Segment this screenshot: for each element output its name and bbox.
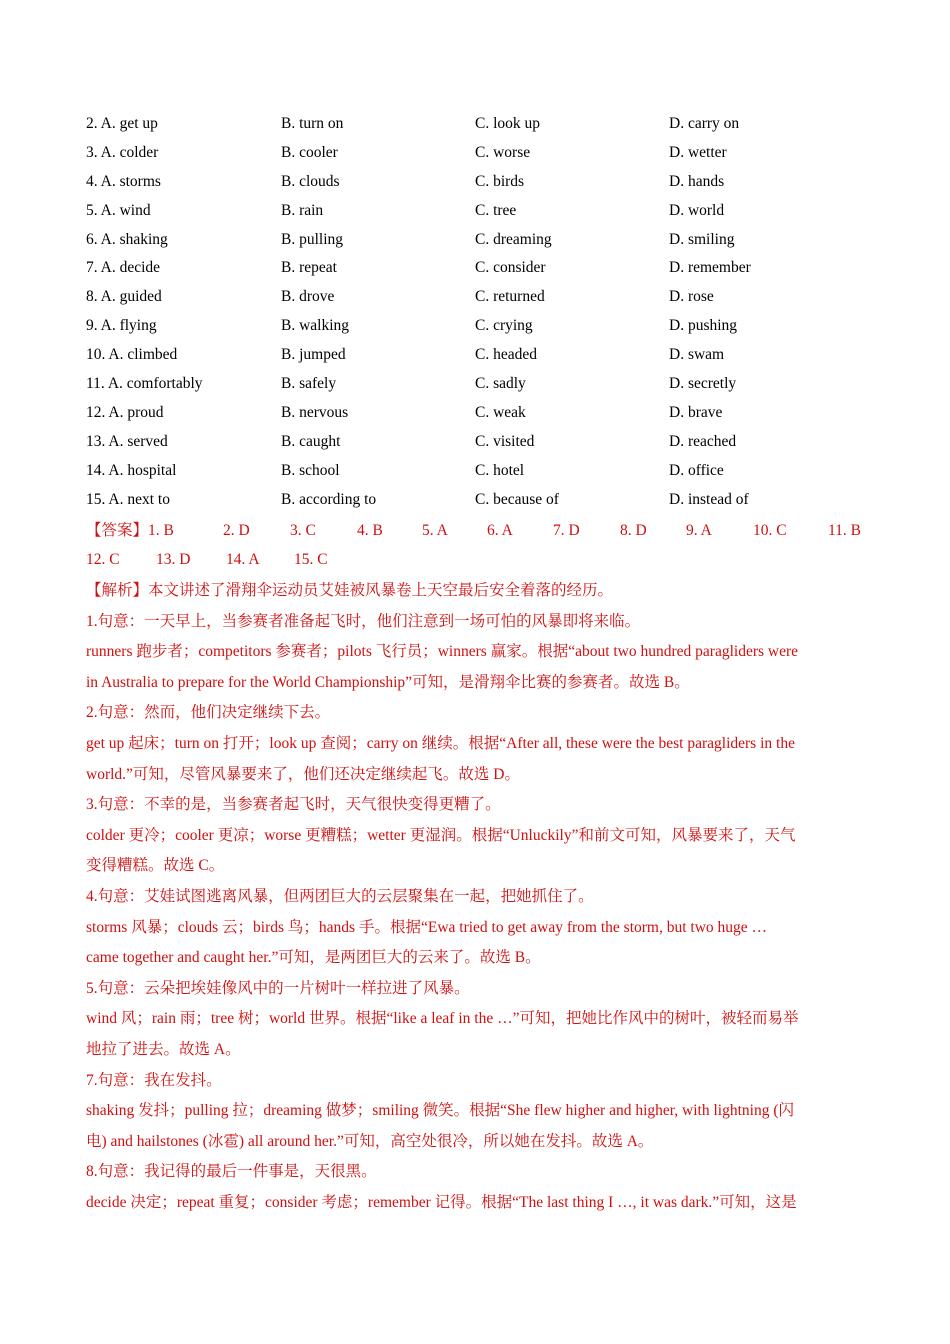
option-choice: B. clouds xyxy=(281,172,340,190)
option-choice: D. instead of xyxy=(669,490,749,508)
option-choice: 7. A. decide xyxy=(86,259,161,277)
answer-item: 7. D xyxy=(553,522,580,539)
option-choice: D. hands xyxy=(669,172,725,190)
option-row xyxy=(86,399,886,428)
explanation-line: wind 风；rain 雨；tree 树；world 世界。根据“like a leaf in the …”可知，把她比作风中的树叶，被轻而易举 xyxy=(86,1010,799,1028)
option-choice: B. caught xyxy=(281,432,341,450)
answer-item: 8. D xyxy=(620,522,647,539)
option-choice: 8. A. guided xyxy=(86,288,162,306)
option-choice: C. tree xyxy=(475,201,517,219)
answer-row xyxy=(86,545,886,574)
option-choice: B. school xyxy=(281,461,340,479)
option-choice: 11. A. comfortably xyxy=(86,375,203,393)
option-choice: 13. A. served xyxy=(86,432,168,450)
option-row xyxy=(86,370,886,399)
option-row xyxy=(86,341,886,370)
option-choice: B. pulling xyxy=(281,230,344,248)
option-choice: B. nervous xyxy=(281,403,349,421)
option-choice: B. drove xyxy=(281,288,335,306)
option-choice: D. wetter xyxy=(669,143,727,161)
option-choice: 12. A. proud xyxy=(86,403,164,421)
option-choice: C. returned xyxy=(475,288,545,306)
option-choice: D. brave xyxy=(669,403,723,421)
explanation-line: shaking 发抖；pulling 拉；dreaming 做梦；smiling 微笑。根据“She flew higher and higher, with lightning (闪 xyxy=(86,1102,794,1120)
option-choice: C. weak xyxy=(475,403,526,421)
explanation-line: 变得糟糕。故选 C。 xyxy=(86,857,225,875)
option-row xyxy=(86,168,886,197)
option-choice: C. hotel xyxy=(475,461,525,479)
option-row xyxy=(86,283,886,312)
option-choice: D. smiling xyxy=(669,230,735,248)
options-table xyxy=(86,110,886,514)
option-choice: C. consider xyxy=(475,259,546,277)
option-choice: C. crying xyxy=(475,317,533,335)
option-row xyxy=(86,428,886,457)
option-row xyxy=(86,254,886,283)
explanation-line: storms 风暴；clouds 云；birds 鸟；hands 手。根据“Ewa tried to get away from the storm, but two huge … xyxy=(86,918,768,936)
answer-item: 12. C xyxy=(86,551,120,568)
option-choice: D. swam xyxy=(669,346,725,364)
answer-item: 11. B xyxy=(828,522,862,539)
option-choice: B. safely xyxy=(281,375,337,393)
answer-item: 3. C xyxy=(290,522,316,539)
option-choice: B. jumped xyxy=(281,346,346,364)
explanation-line: in Australia to prepare for the World Championship”可知，是滑翔伞比赛的参赛者。故选 B。 xyxy=(86,673,690,691)
option-choice: B. rain xyxy=(281,201,324,219)
explanation-line: 3.句意：不幸的是，当参赛者起飞时，天气很快变得更糟了。 xyxy=(86,796,501,814)
answer-item: 5. A xyxy=(422,522,448,539)
option-choice: C. dreaming xyxy=(475,230,552,248)
option-choice: B. walking xyxy=(281,317,350,335)
option-choice: C. birds xyxy=(475,172,525,190)
explanation-line: 2.句意：然而，他们决定继续下去。 xyxy=(86,704,331,722)
explanation-line: 7.句意：我在发抖。 xyxy=(86,1071,222,1089)
option-row xyxy=(86,110,886,139)
answer-item: 6. A xyxy=(487,522,513,539)
option-choice: D. remember xyxy=(669,259,751,277)
explanation-line: 1.句意：一天早上，当参赛者准备起飞时，他们注意到一场可怕的风暴即将来临。 xyxy=(86,612,641,630)
explanation-line: world.”可知，尽管风暴要来了，他们还决定继续起飞。故选 D。 xyxy=(86,765,520,783)
option-choice: B. turn on xyxy=(281,115,344,132)
answer-key xyxy=(86,516,886,574)
option-choice: 9. A. flying xyxy=(86,317,157,335)
option-choice: B. according to xyxy=(281,490,377,508)
option-choice: D. carry on xyxy=(669,115,740,132)
explanation-line: 8.句意：我记得的最后一件事是，天很黑。 xyxy=(86,1163,377,1181)
option-choice: 14. A. hospital xyxy=(86,461,177,479)
explanation-line: 电) and hailstones (冰雹) all around her.”可知，高空处很冷，所以她在发抖。故选 A。 xyxy=(86,1132,654,1150)
option-choice: C. sadly xyxy=(475,375,526,393)
option-choice: D. pushing xyxy=(669,317,738,335)
answer-item: 15. C xyxy=(294,551,328,568)
option-choice: C. because of xyxy=(475,490,559,508)
option-choice: 3. A. colder xyxy=(86,143,159,161)
answer-item: 13. D xyxy=(156,551,191,568)
answer-item: 4. B xyxy=(357,522,383,539)
explanation-line: 地拉了进去。故选 A。 xyxy=(86,1040,241,1058)
answer-item: 9. A xyxy=(686,522,712,539)
option-row xyxy=(86,197,886,226)
explanation-line: 4.句意：艾娃试图逃离风暴，但两团巨大的云层聚集在一起，把她抓住了。 xyxy=(86,887,594,905)
option-row xyxy=(86,312,886,341)
option-choice: C. visited xyxy=(475,432,535,450)
option-choice: C. worse xyxy=(475,143,531,161)
option-row xyxy=(86,226,886,255)
option-choice: D. world xyxy=(669,201,725,219)
answer-row xyxy=(86,516,886,545)
option-choice: 10. A. climbed xyxy=(86,346,178,364)
option-choice: 4. A. storms xyxy=(86,172,161,190)
explanation-line: came together and caught her.”可知，是两团巨大的云来了。故选 B。 xyxy=(86,949,541,967)
explanation-line: decide 决定；repeat 重复；consider 考虑；remember 记得。根据“The last thing I …, it was dark.”可知，这是 xyxy=(86,1193,797,1211)
option-row xyxy=(86,139,886,168)
option-choice: C. look up xyxy=(475,115,541,132)
option-choice: D. reached xyxy=(669,432,737,450)
explanation xyxy=(86,576,866,1218)
explanation-line: colder 更冷；cooler 更凉；worse 更糟糕；wetter 更湿润。根据“Unluckily”和前文可知，风暴要来了，天气 xyxy=(86,826,796,844)
option-choice: D. office xyxy=(669,461,724,479)
explanation-line: 【解析】本文讲述了滑翔伞运动员艾娃被风暴卷上天空最后安全着落的经历。 xyxy=(86,582,614,599)
option-row xyxy=(86,486,886,515)
explanation-line: 5.句意：云朵把埃娃像风中的一片树叶一样拉进了风暴。 xyxy=(86,979,470,997)
answer-item: 10. C xyxy=(753,522,787,539)
option-choice: 15. A. next to xyxy=(86,490,170,508)
option-row xyxy=(86,457,886,486)
option-choice: B. repeat xyxy=(281,259,337,277)
option-choice: 2. A. get up xyxy=(86,115,158,132)
option-choice: 5. A. wind xyxy=(86,201,151,219)
answer-item: 14. A xyxy=(226,551,260,568)
answer-item: 【答案】1. B xyxy=(86,522,174,539)
option-choice: 6. A. shaking xyxy=(86,230,168,248)
answer-item: 2. D xyxy=(223,522,250,539)
option-choice: D. rose xyxy=(669,288,714,306)
option-choice: B. cooler xyxy=(281,143,338,161)
explanation-line: runners 跑步者；competitors 参赛者；pilots 飞行员；winners 赢家。根据“about two hundred paragliders were xyxy=(86,643,799,661)
explanation-line: get up 起床；turn on 打开；look up 查阅；carry on 继续。根据“After all, these were the best paragliders in the xyxy=(86,734,795,752)
option-choice: C. headed xyxy=(475,346,537,364)
option-choice: D. secretly xyxy=(669,375,737,393)
